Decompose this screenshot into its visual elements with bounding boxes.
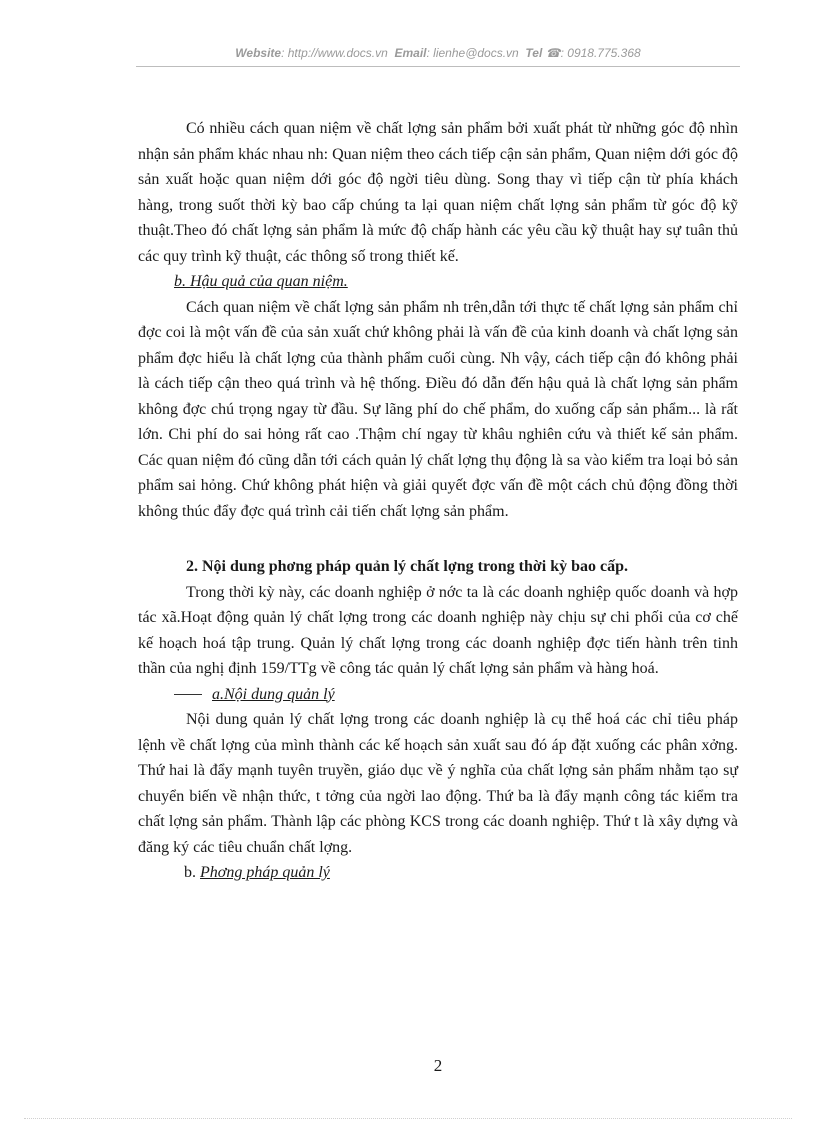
email-label: Email xyxy=(394,46,427,60)
paragraph-subsidy-period: Trong thời kỳ này, các doanh nghiệp ở nớc ta là các doanh nghiệp quốc doanh và hợp tác xã.Hoạt động quản lý chất lợng trong các doanh nghiệp này chịu sự chi phối của cơ chế kế hoạch hoá tập trung. Quản lý chất lợng trong các doanh nghiệp đợc tiến hành trên tinh thần của nghị định 159/TTg về công tác quản lý chất lợng sản phẩm và hàng hoá. xyxy=(138,583,738,677)
paragraph-consequences: Cách quan niệm về chất lợng sản phẩm nh trên,dẫn tới thực tế chất lợng sản phẩm chỉ đợc coi là một vấn đề của sản xuất chứ không phải là vấn đề của kinh doanh và chất lợng sản phẩm đợc hiểu là chất lợng của thành phẩm cuối cùng. Nh vậy, cách tiếp cận đó không phải là cách tiếp cận theo quá trình và hệ thống. Điều đó dẫn đến hậu quả là chất lợng sản phẩm không đợc chú trọng ngay từ đầu. Sự lãng phí do chế phẩm, do xuống cấp sản phẩm... là rất lớn. Chi phí do sai hỏng rất cao .Thậm chí ngay từ khâu nghiên cứu và thiết kế sản phẩm. Các quan niệm đó cũng dẫn tới cách quản lý chất lợng thụ động là sa vào kiểm tra loại bỏ sản phẩm sai hỏng. Chứ không phát hiện và giải quyết đợc vấn đề một cách chủ động đồng thời không thúc đẩy đợc quá trình cải tiến chất lợng sản phẩm. xyxy=(138,298,738,520)
page-bottom-border xyxy=(24,1118,792,1119)
subheading-management-method-prefix: b. xyxy=(184,864,196,881)
phone-icon: ☎ xyxy=(545,46,561,60)
paragraph-management-content: Nội dung quản lý chất lợng trong các doanh nghiệp là cụ thể hoá các chỉ tiêu pháp lệnh về chất lợng của mình thành các kế hoạch sản xuất sau đó áp đặt xuống các phân xởng. Thứ hai là đẩy mạnh tuyên truyền, giáo dục về ý nghĩa của chất lợng sản phẩm nhằm tạo sự chuyển biến về nhận thức, t tởng của ngời lao động. Thứ ba là đẩy mạnh công tác kiểm tra chất lợng sản phẩm. Thành lập các phòng KCS trong các doanh nghiệp. Thứ t là xây dựng và đăng ký các tiêu chuẩn chất lợng. xyxy=(138,711,738,856)
header-divider xyxy=(136,66,740,67)
page-number: 2 xyxy=(433,1056,443,1075)
subheading-management-content-text: a.Nội dung quản lý xyxy=(212,685,335,703)
website-value: : http://www.docs.vn xyxy=(281,46,388,60)
email-value: : lienhe@docs.vn xyxy=(426,46,519,60)
section-2-heading: 2. Nội dung phơng pháp quản lý chất lợng trong thời kỳ bao cấp. xyxy=(186,558,628,575)
subheading-consequences-text: b. Hậu quả của quan niệm. xyxy=(174,273,348,290)
tel-value: : 0918.775.368 xyxy=(560,46,641,60)
subheading-management-method xyxy=(138,860,738,886)
section-gap xyxy=(138,524,738,554)
document-body xyxy=(138,116,738,886)
subheading-management-method-text: Phơng pháp quản lý xyxy=(200,864,330,881)
dash-mark xyxy=(174,694,202,695)
tel-label: Tel xyxy=(525,46,543,60)
paragraph-quality-concepts: Có nhiều cách quan niệm về chất lợng sản phẩm bởi xuất phát từ những góc độ nhìn nhận sản phẩm khác nhau nh: Quan niệm theo cách tiếp cận sản phẩm, Quan niệm dới góc độ sản xuất hoặc quan niệm dới góc độ ngời tiêu dùng. Song thay vì tiếp cận từ phía khách hàng, trong suốt thời kỳ bao cấp chúng ta lại quan niệm chất lợng sản phẩm từ góc độ kỹ thuật.Theo đó chất lợng sản phẩm là mức độ chấp hành các yêu cầu kỹ thuật hay sự tuân thủ các quy trình kỹ thuật, các thông số trong thiết kế. xyxy=(138,120,738,265)
subheading-management-content xyxy=(138,682,738,708)
subheading-consequences xyxy=(138,269,738,295)
website-label: Website xyxy=(235,46,282,60)
page-header xyxy=(136,46,740,60)
